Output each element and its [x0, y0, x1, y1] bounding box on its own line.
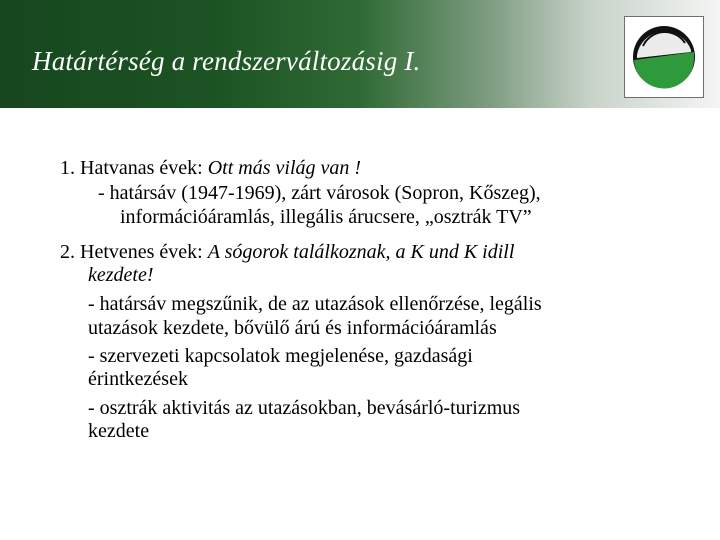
green-circle-logo-icon — [625, 17, 703, 97]
item-2-bullet-3-line-1: - osztrák aktivitás az utazásokban, bevásárló-turizmus — [88, 397, 521, 419]
item-2-bullet-2-line-2: érintkezések — [88, 368, 188, 390]
item-1-heading: Hatvanas évek — [80, 157, 198, 179]
item-1-heading-line — [60, 156, 361, 181]
item-1-bullet-line-1: - határsáv (1947-1969), zárt városok (Sopron, Kőszeg), — [98, 182, 541, 204]
logo-frame — [624, 16, 704, 98]
slide-title: Határtérség a rendszerváltozásig I. — [32, 46, 421, 76]
item-2-heading: Hetvenes évek — [80, 241, 198, 263]
item-2-subtitle-line-2: kezdete! — [88, 264, 154, 286]
item-2-bullet-2-line-1: - szervezeti kapcsolatok megjelenése, gazdasági — [88, 345, 473, 367]
item-2-bullet-3-line-2: kezdete — [88, 420, 150, 442]
item-2-bullet-1-line-2: utazások kezdete, bővülő árú és információáramlás — [88, 317, 497, 339]
item-2-separator: : — [197, 241, 203, 263]
item-1-number: 1. — [60, 157, 75, 179]
item-1-bullet-line-2: információáramlás, illegális árucsere, „osztrák TV” — [120, 206, 532, 228]
item-2-heading-line — [60, 240, 514, 265]
item-1-separator: : — [197, 157, 203, 179]
header-banner — [0, 0, 720, 108]
item-2-bullet-1-line-1: - határsáv megszűnik, de az utazások ellenőrzése, legális — [88, 293, 542, 315]
item-1-subtitle: Ott más világ van ! — [207, 157, 362, 179]
item-2-number: 2. — [60, 241, 75, 263]
item-2-subtitle-line-1: A sógorok találkoznak, a K und K idill — [207, 241, 515, 263]
